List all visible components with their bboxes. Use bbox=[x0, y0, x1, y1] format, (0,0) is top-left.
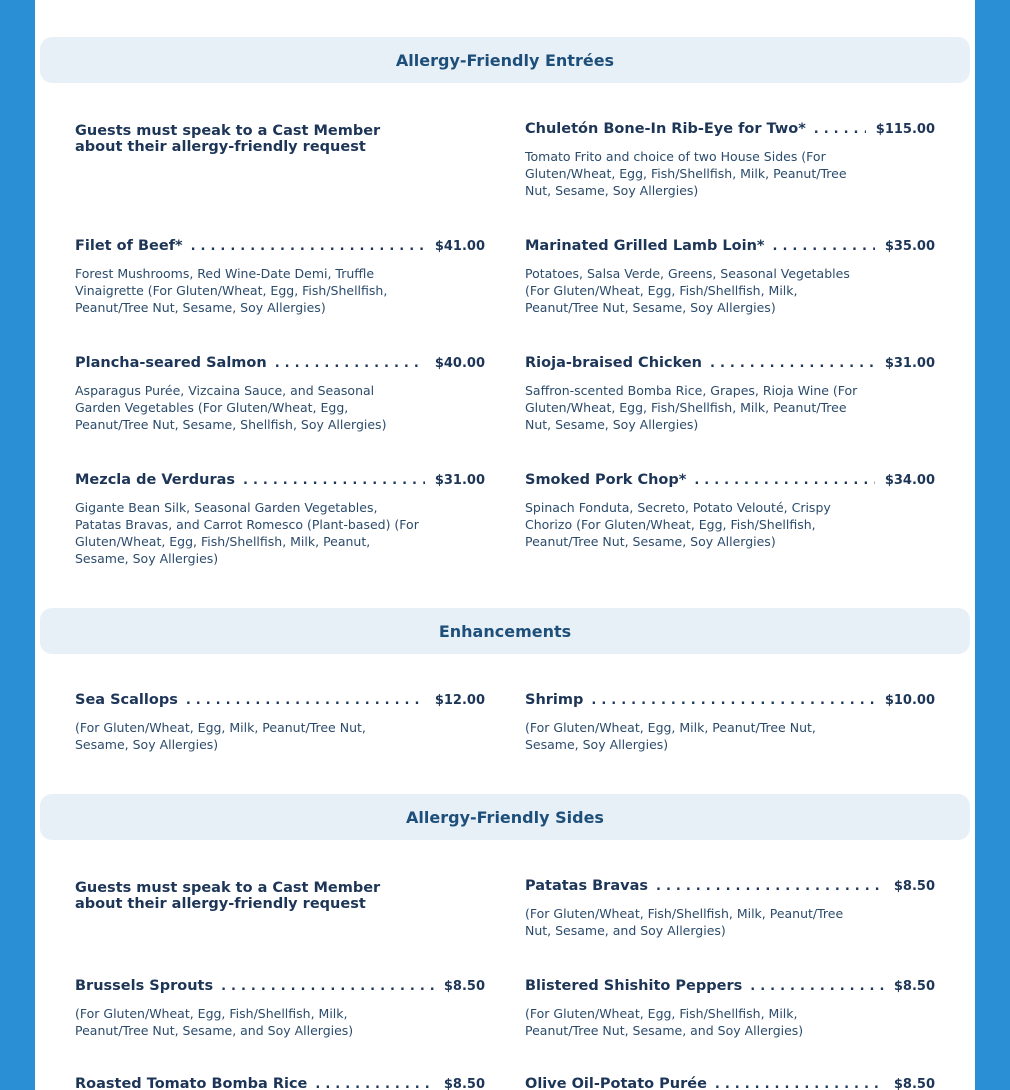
item-price: $8.50 bbox=[893, 1077, 935, 1090]
leader-dots bbox=[715, 1077, 884, 1090]
item-description: (For Gluten/Wheat, Fish/Shellfish, Milk, Peanut/Tree Nut, Sesame, and Soy Allergies) bbox=[525, 906, 844, 938]
menu-item[interactable] bbox=[75, 692, 485, 753]
item-description: Saffron-scented Bomba Rice, Grapes, Rioja Wine (For Gluten/Wheat, Egg, Fish/Shellfish, Milk, Peanut/Tree Nut, Sesame, Soy Allergies) bbox=[525, 383, 858, 432]
item-name: Roasted Tomato Bomba Rice bbox=[75, 1076, 308, 1090]
item-name: Filet of Beef* bbox=[75, 238, 183, 254]
item-price: $31.00 bbox=[434, 473, 485, 488]
item-description: Asparagus Purée, Vizcaina Sauce, and Seasonal Garden Vegetables (For Gluten/Wheat, Egg, Peanut/Tree Nut, Sesame, Shellfish, Soy Allergies) bbox=[75, 383, 387, 432]
leader-dots bbox=[186, 693, 425, 708]
menu-item[interactable] bbox=[525, 978, 935, 1039]
item-name: Blistered Shishito Peppers bbox=[525, 978, 743, 994]
item-name: Rioja-braised Chicken bbox=[525, 355, 702, 371]
section-header-enhancements bbox=[40, 608, 970, 654]
item-description: (For Gluten/Wheat, Egg, Fish/Shellfish, Milk, Peanut/Tree Nut, Sesame, and Soy Allergies) bbox=[75, 1006, 354, 1038]
leader-dots bbox=[591, 693, 874, 708]
allergy-note: Guests must speak to a Cast Member about their allergy-friendly request bbox=[75, 880, 381, 912]
leader-dots bbox=[243, 473, 425, 488]
item-name: Patatas Bravas bbox=[525, 878, 648, 894]
item-price: $35.00 bbox=[884, 239, 935, 254]
leader-dots bbox=[221, 979, 434, 994]
item-name: Marinated Grilled Lamb Loin* bbox=[525, 238, 765, 254]
item-name: Sea Scallops bbox=[75, 692, 178, 708]
item-description: Potatoes, Salsa Verde, Greens, Seasonal Vegetables (For Gluten/Wheat, Egg, Fish/Shellfish, Milk, Peanut/Tree Nut, Sesame, Soy Allergies) bbox=[525, 266, 850, 315]
menu-item[interactable] bbox=[525, 238, 935, 316]
item-price: $8.50 bbox=[443, 979, 485, 994]
leader-dots bbox=[656, 879, 884, 894]
menu-item[interactable] bbox=[525, 878, 935, 939]
leader-dots bbox=[315, 1077, 433, 1090]
leader-dots bbox=[275, 356, 425, 371]
menu-page bbox=[35, 0, 975, 1090]
menu-item[interactable] bbox=[75, 1076, 485, 1090]
leader-dots bbox=[710, 356, 875, 371]
item-price: $8.50 bbox=[443, 1077, 485, 1090]
section-title: Allergy-Friendly Entrées bbox=[395, 50, 615, 70]
item-description: Forest Mushrooms, Red Wine-Date Demi, Truffle Vinaigrette (For Gluten/Wheat, Egg, Fish/Shellfish, Peanut/Tree Nut, Sesame, Soy Allergies) bbox=[75, 266, 388, 315]
item-name: Chuletón Bone-In Rib-Eye for Two* bbox=[525, 121, 806, 137]
item-price: $31.00 bbox=[884, 356, 935, 371]
section-title: Enhancements bbox=[438, 621, 572, 641]
item-price: $8.50 bbox=[893, 879, 935, 894]
leader-dots bbox=[750, 979, 884, 994]
item-name: Plancha-seared Salmon bbox=[75, 355, 267, 371]
menu-item[interactable] bbox=[75, 238, 485, 316]
item-name: Mezcla de Verduras bbox=[75, 472, 236, 488]
enhancements-section bbox=[40, 608, 970, 752]
item-price: $8.50 bbox=[893, 979, 935, 994]
item-price: $12.00 bbox=[434, 693, 485, 708]
sides-section bbox=[40, 794, 970, 1090]
allergy-note: Guests must speak to a Cast Member about their allergy-friendly request bbox=[75, 123, 381, 155]
menu-item[interactable] bbox=[75, 472, 485, 567]
leader-dots bbox=[773, 239, 875, 254]
menu-item[interactable] bbox=[525, 472, 935, 550]
item-price: $34.00 bbox=[884, 473, 935, 488]
item-description: Tomato Frito and choice of two House Sides (For Gluten/Wheat, Egg, Fish/Shellfish, Milk, Peanut/Tree Nut, Sesame, Soy Allergies) bbox=[525, 149, 847, 198]
item-price: $40.00 bbox=[434, 356, 485, 371]
section-header-sides bbox=[40, 794, 970, 840]
section-title: Allergy-Friendly Sides bbox=[406, 807, 604, 827]
item-price: $115.00 bbox=[875, 122, 935, 137]
item-price: $10.00 bbox=[884, 693, 935, 708]
item-name: Shrimp bbox=[525, 692, 584, 708]
item-name: Brussels Sprouts bbox=[75, 978, 214, 994]
menu-item[interactable] bbox=[525, 692, 935, 753]
item-description: (For Gluten/Wheat, Egg, Fish/Shellfish, Milk, Peanut/Tree Nut, Sesame, and Soy Allergies) bbox=[525, 1006, 804, 1038]
item-description: (For Gluten/Wheat, Egg, Milk, Peanut/Tree Nut, Sesame, Soy Allergies) bbox=[525, 720, 816, 752]
item-description: Gigante Bean Silk, Seasonal Garden Vegetables, Patatas Bravas, and Carrot Romesco (Plant-based) (For Gluten/Wheat, Egg, Fish/Shellfish, Milk, Peanut, Sesame, Soy Allergies) bbox=[75, 500, 419, 566]
menu-item[interactable] bbox=[525, 121, 935, 199]
item-name: Olive Oil-Potato Purée bbox=[525, 1076, 707, 1090]
menu-item[interactable] bbox=[525, 355, 935, 433]
item-price: $41.00 bbox=[434, 239, 485, 254]
item-description: (For Gluten/Wheat, Egg, Milk, Peanut/Tree Nut, Sesame, Soy Allergies) bbox=[75, 720, 366, 752]
leader-dots bbox=[191, 239, 425, 254]
menu-item[interactable] bbox=[75, 978, 485, 1039]
item-description: Spinach Fonduta, Secreto, Potato Velouté, Crispy Chorizo (For Gluten/Wheat, Egg, Fish/Shellfish, Peanut/Tree Nut, Sesame, Soy Allergies) bbox=[525, 500, 831, 549]
menu-item[interactable] bbox=[525, 1076, 935, 1090]
menu-item[interactable] bbox=[75, 355, 485, 433]
item-name: Smoked Pork Chop* bbox=[525, 472, 687, 488]
entrees-section bbox=[40, 37, 970, 566]
leader-dots bbox=[814, 122, 866, 137]
section-header-entrees bbox=[40, 37, 970, 83]
leader-dots bbox=[694, 473, 874, 488]
